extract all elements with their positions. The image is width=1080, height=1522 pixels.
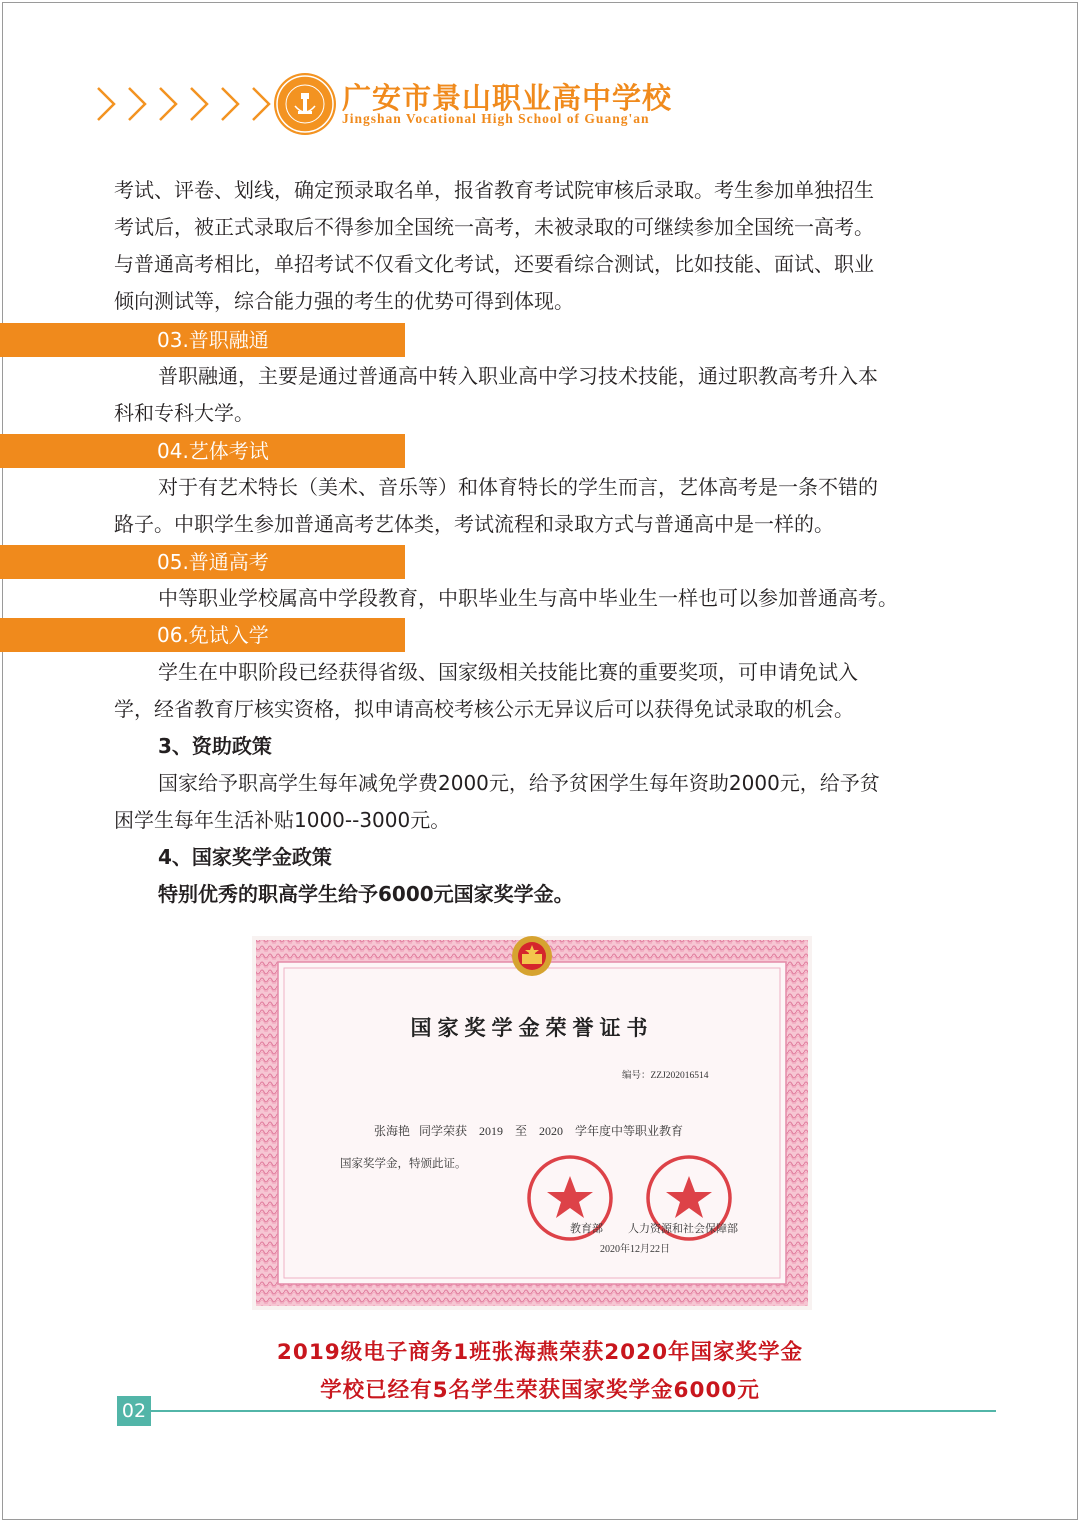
school-logo	[274, 73, 336, 135]
section-heading-bar	[0, 323, 405, 357]
section-line: 学，经省教育厅核实资格，拟申请高校考核公示无异议后可以获得免试录取的机会。	[114, 697, 854, 721]
intro-line: 与普通高考相比，单招考试不仅看文化考试，还要看综合测试，比如技能、面试、职业	[114, 252, 874, 276]
chevron-right-icon	[154, 84, 182, 124]
section-heading: 06.免试入学	[157, 623, 269, 647]
intro-line: 倾向测试等，综合能力强的考生的优势可得到体现。	[114, 289, 574, 313]
scholarship-heading: 4、国家奖学金政策	[158, 845, 332, 869]
school-name-en: Jingshan Vocational High School of Guang'an	[342, 111, 650, 126]
section-line: 学生在中职阶段已经获得省级、国家级相关技能比赛的重要奖项，可申请免试入	[158, 660, 858, 684]
chevron-right-icon	[247, 84, 275, 124]
caption-line: 学校已经有5名学生荣获国家奖学金6000元	[320, 1378, 760, 1403]
scholarship-certificate	[252, 936, 812, 1310]
section-line: 中等职业学校属高中学段教育，中职毕业生与高中毕业生一样也可以参加普通高考。	[158, 586, 898, 610]
section-line: 对于有艺术特长（美术、音乐等）和体育特长的学生而言，艺体高考是一条不错的	[158, 475, 878, 499]
section-line: 路子。中职学生参加普通高考艺体类，考试流程和录取方式与普通高中是一样的。	[114, 512, 834, 536]
certificate-title: 国家奖学金荣誉证书	[410, 1015, 654, 1040]
certificate-recipient-line: 张海艳 同学荣获 2019 至 2020 学年度中等职业教育	[374, 1124, 684, 1138]
section-heading-bar	[0, 618, 405, 652]
page-number: 02	[117, 1396, 151, 1426]
certificate-award-line: 国家奖学金，特颁此证。	[340, 1158, 467, 1170]
certificate-date: 2020年12月22日	[600, 1244, 670, 1255]
section-heading: 03.普职融通	[157, 328, 269, 352]
section-heading: 05.普通高考	[157, 550, 269, 574]
chevron-right-icon	[92, 84, 120, 124]
subsidy-line: 困学生每年生活补贴1000--3000元。	[114, 808, 451, 832]
section-heading: 04.艺体考试	[157, 439, 269, 463]
header-chevrons	[92, 84, 278, 124]
intro-line: 考试后，被正式录取后不得参加全国统一高考，未被录取的可继续参加全国统一高考。	[114, 215, 874, 239]
certificate-number: 编号：ZZJ202016514	[622, 1071, 709, 1081]
caption-line: 2019级电子商务1班张海燕荣获2020年国家奖学金	[276, 1340, 804, 1365]
chevron-right-icon	[216, 84, 244, 124]
section-line: 科和专科大学。	[114, 401, 254, 425]
section-heading-bar	[0, 434, 405, 468]
school-name-cn: 广安市景山职业高中学校	[342, 81, 673, 115]
section-heading-bar	[0, 545, 405, 579]
certificate-issuer-2: 人力资源和社会保障部	[628, 1223, 738, 1235]
subsidy-line: 国家给予职高学生每年减免学费2000元，给予贫困学生每年资助2000元，给予贫	[158, 771, 880, 795]
section-line: 普职融通，主要是通过普通高中转入职业高中学习技术技能，通过职教高考升入本	[158, 364, 878, 388]
certificate-issuer-1: 教育部	[570, 1223, 603, 1235]
scholarship-line: 特别优秀的职高学生给予6000元国家奖学金。	[158, 882, 574, 906]
chevron-right-icon	[123, 84, 151, 124]
chevron-right-icon	[185, 84, 213, 124]
subsidy-heading: 3、资助政策	[158, 734, 272, 758]
intro-line: 考试、评卷、划线，确定预录取名单，报省教育考试院审核后录取。考生参加单独招生	[114, 178, 874, 202]
footer-rule	[151, 1410, 996, 1412]
